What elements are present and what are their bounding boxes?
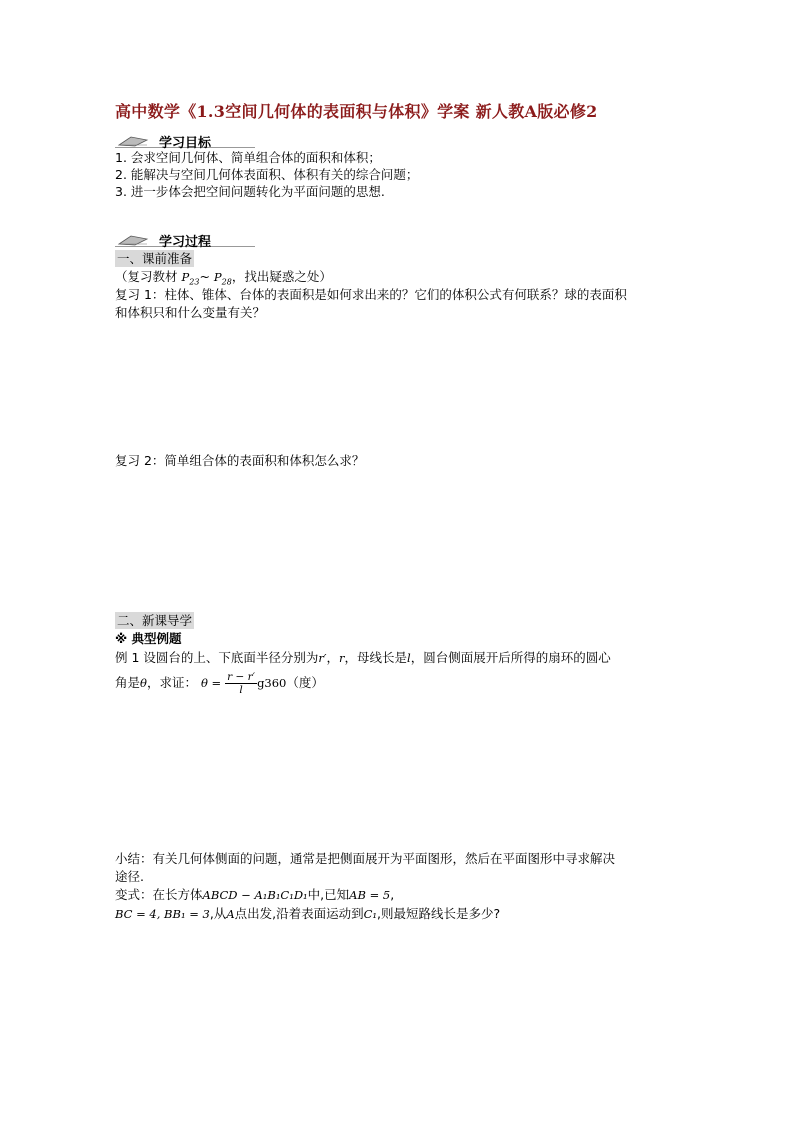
formula-lhs: θ =: [200, 676, 222, 690]
variant-line2: [115, 905, 500, 923]
ex1-text: ，求证：: [146, 675, 197, 690]
var-r-prime: r′: [318, 651, 327, 665]
variant-text: ,: [390, 887, 395, 902]
goal-item: 1. 会求空间几何体、简单组合体的面积和体积；: [115, 150, 381, 165]
review1-line2: 和体积只和什么变量有关？: [115, 305, 266, 320]
examples-heading: ※ 典型例题: [115, 631, 182, 646]
comma: ，: [326, 650, 340, 665]
example1-line1: [115, 649, 611, 667]
formula-rhs: g360: [257, 676, 287, 690]
var-r: r: [339, 651, 345, 665]
variant-line1: [115, 886, 394, 904]
var-c1-point: C₁: [363, 907, 378, 921]
pen-icon: [117, 233, 151, 247]
pen-icon: [117, 134, 151, 148]
ex1-text: 例 1 设圆台的上、下底面半径分别为: [115, 650, 319, 665]
summary-line1: 小结：有关几何体侧面的问题，通常是把侧面展开为平面图形，然后在平面图形中寻求解决: [115, 851, 616, 866]
variant-text: ,从: [209, 906, 227, 921]
variant-text: 变式：在长方体: [115, 887, 203, 902]
formula-unit: （度）: [286, 675, 324, 690]
variant-text: ,则最短路线长是多少?: [377, 906, 501, 921]
summary-line2: 途径.: [115, 869, 144, 884]
process-heading: 学习过程: [159, 235, 212, 250]
example1-line2: [115, 671, 324, 696]
formula-numerator: r − r′: [227, 671, 256, 683]
ex1-text: 角是: [115, 675, 141, 690]
part2-heading: 二、新课导学: [117, 613, 193, 628]
part1-heading: 一、课前准备: [117, 251, 193, 266]
review2: 复习 2：简单组合体的表面积和体积怎么求？: [115, 453, 365, 468]
goal-item: 3. 进一步体会把空间问题转化为平面问题的思想.: [115, 184, 385, 199]
var-box: ABCD − A₁B₁C₁D₁: [202, 888, 308, 902]
goals-list: [115, 149, 418, 200]
goals-heading: 学习目标: [159, 136, 212, 151]
var-theta: θ: [140, 676, 147, 690]
review1-line1: 复习 1：柱体、锥体、台体的表面积是如何求出来的？它们的体积公式有何联系？球的表面积: [115, 287, 627, 302]
page-end: $P_{28}$: [213, 270, 232, 287]
page-start: $P_{23}$: [181, 270, 200, 287]
tilde: ~: [199, 269, 210, 284]
ex1-text: ，母线长是: [344, 650, 408, 665]
var-a-point: A: [226, 907, 235, 921]
variant-text: 点出发,沿着表面运动到: [234, 906, 364, 921]
ex1-text: ，圆台侧面展开后所得的扇环的圆心: [410, 650, 611, 665]
note-prefix: （复习教材: [115, 269, 178, 284]
variant-text: 中,已知: [307, 887, 350, 902]
process-header: [115, 231, 275, 251]
formula-fraction: [225, 671, 257, 696]
part2-heading-row: [115, 612, 194, 629]
goal-item: 2. 能解决与空间几何体表面积、体积有关的综合问题；: [115, 167, 419, 182]
part1-heading-row: [115, 250, 194, 267]
note-suffix: ，找出疑惑之处）: [231, 269, 332, 284]
var-ab: AB = 5: [349, 888, 391, 902]
var-bc: BC = 4, BB₁ = 3: [115, 907, 210, 921]
document-title: 高中数学《1.3空间几何体的表面积与体积》学案 新人教A版必修2: [115, 102, 598, 121]
var-l: l: [407, 651, 411, 665]
formula-denominator: l: [239, 684, 243, 696]
